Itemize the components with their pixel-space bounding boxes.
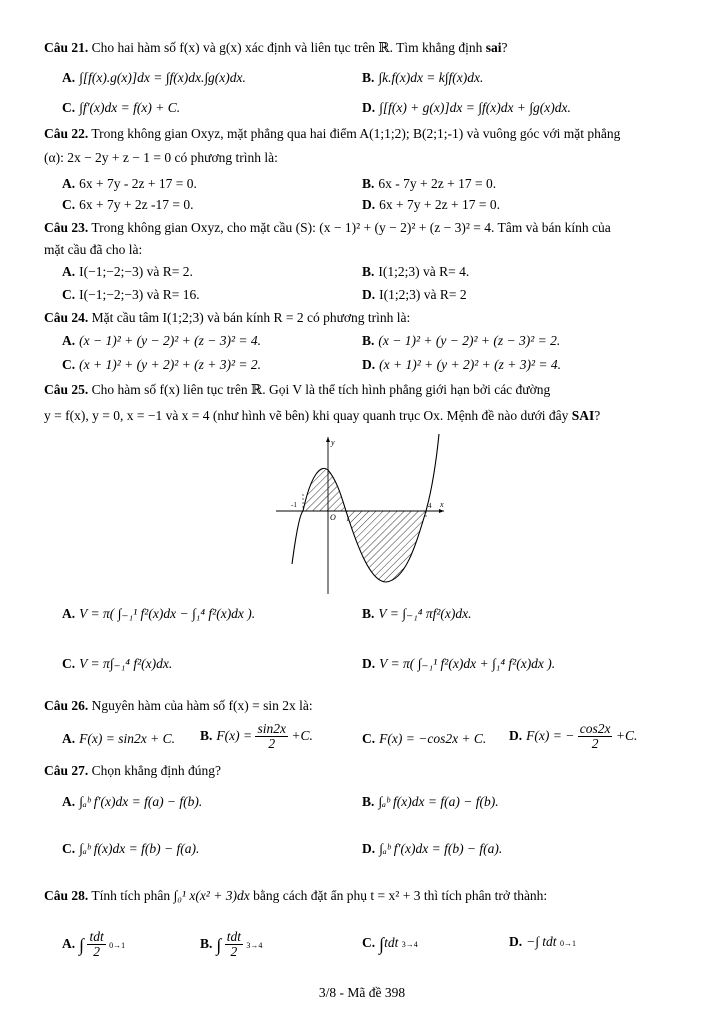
page-footer: 3/8 - Mã đề 398 bbox=[318, 985, 406, 1000]
question-28-option-d: D. −∫ tdt 0→1 bbox=[509, 934, 576, 949]
graph-label-x: x bbox=[440, 500, 444, 509]
question-26-stem: Câu 26. Nguyên hàm của hàm số f(x) = sin 2x là: bbox=[44, 698, 313, 713]
question-26-option-a: A. F(x) = sin2x + C. bbox=[62, 731, 175, 746]
question-26-option-c: C. F(x) = −cos2x + C. bbox=[362, 731, 487, 746]
limits-c: 3→4 bbox=[401, 940, 418, 949]
question-22-option-c: C. 6x + 7y + 2z -17 = 0. bbox=[62, 197, 194, 212]
question-24-option-c: C. (x + 1)² + (y + 2)² + (z + 3)² = 2. bbox=[62, 357, 262, 372]
limits-b: 3→4 bbox=[246, 940, 263, 950]
graph-label-4: 4 bbox=[428, 502, 432, 510]
question-25-option-a: A. V = π( ∫₋₁¹ f²(x)dx − ∫₁⁴ f²(x)dx ). bbox=[62, 606, 256, 621]
question-23-stem: Câu 23. Trong không gian Oxyz, cho mặt cầu (S): (x − 1)² + (y − 2)² + (z − 3)² = 4. Tâm và bán kính của bbox=[44, 220, 611, 235]
question-22-option-d: D. 6x + 7y + 2z + 17 = 0. bbox=[362, 197, 500, 212]
x-axis-arrow bbox=[439, 509, 444, 513]
question-21-option-a: A. ∫[f(x).g(x)]dx = ∫f(x)dx.∫g(x)dx. bbox=[62, 70, 246, 85]
question-25-stem-line2: y = f(x), y = 0, x = −1 và x = 4 (như hình vẽ bên) khi quay quanh trục Ox. Mệnh đề nào dưới đây SAI? bbox=[44, 408, 601, 423]
question-24-option-b: B. (x − 1)² + (y − 2)² + (z − 3)² = 2. bbox=[362, 333, 561, 348]
question-22-option-a: A. 6x + 7y - 2z + 17 = 0. bbox=[62, 176, 197, 191]
question-24-option-a: A. (x − 1)² + (y − 2)² + (z − 3)² = 4. bbox=[62, 333, 262, 348]
question-25-option-b: B. V = ∫₋₁⁴ πf²(x)dx. bbox=[362, 606, 472, 621]
function-graph bbox=[276, 434, 448, 594]
question-27-option-d: D. ∫ₐᵇ f′(x)dx = f(b) − f(a). bbox=[362, 841, 503, 856]
question-21-option-d: D. ∫[f(x) + g(x)]dx = ∫f(x)dx + ∫g(x)dx. bbox=[362, 100, 571, 115]
question-21-stem: Câu 21. Cho hai hàm số f(x) và g(x) xác định và liên tục trên ℝ. Tìm khẳng định sai? bbox=[44, 40, 508, 55]
question-27-option-b: B. ∫ₐᵇ f(x)dx = f(a) − f(b). bbox=[362, 794, 499, 809]
question-23-stem-line2: mặt cầu đã cho là: bbox=[44, 242, 143, 257]
question-23-option-d: D. I(1;2;3) và R= 2 bbox=[362, 287, 467, 302]
question-23-option-a: A. I(−1;−2;−3) và R= 2. bbox=[62, 264, 193, 279]
question-28-option-a: A. ∫ $\frac{\text{tdt}}{2}$ 0→1 bbox=[62, 929, 126, 960]
graph-label-origin: O bbox=[330, 513, 336, 522]
question-23-option-b: B. I(1;2;3) và R= 4. bbox=[362, 264, 470, 279]
question-28-option-c: C. ∫tdt 3→4 bbox=[362, 934, 418, 954]
question-28-stem: Câu 28. Tính tích phân ∫₀¹ x(x² + 3)dx bằng cách đặt ẩn phụ t = x² + 3 thì tích phân trở thành: bbox=[44, 888, 548, 903]
graph-label-minus-1: -1 bbox=[291, 501, 297, 509]
question-27-option-a: A. ∫ₐᵇ f′(x)dx = f(a) − f(b). bbox=[62, 794, 203, 809]
question-25-option-c: C. V = π∫₋₁⁴ f²(x)dx. bbox=[62, 656, 173, 671]
question-23-option-c: C. I(−1;−2;−3) và R= 16. bbox=[62, 287, 200, 302]
question-25-option-d: D. V = π( ∫₋₁¹ f²(x)dx + ∫₁⁴ f²(x)dx ). bbox=[362, 656, 556, 671]
limits-a: 0→1 bbox=[109, 940, 126, 950]
question-27-option-c: C. ∫ₐᵇ f(x)dx = f(b) − f(a). bbox=[62, 841, 200, 856]
question-28-option-b: B. ∫ $\frac{\text{tdt}}{2}$ 3→4 bbox=[200, 929, 263, 960]
question-26-option-d: D. F(x) = − $\frac{\cos 2x}{2}$ +C. bbox=[509, 721, 638, 752]
question-22-stem-line2: (α): 2x − 2y + z − 1 = 0 có phương trình là: bbox=[44, 150, 278, 165]
graph-label-1: 1 bbox=[346, 515, 350, 523]
question-22-option-b: B. 6x - 7y + 2z + 17 = 0. bbox=[362, 176, 497, 191]
question-24-option-d: D. (x + 1)² + (y + 2)² + (z + 3)² = 4. bbox=[362, 357, 562, 372]
graph-label-y: y bbox=[331, 438, 335, 447]
question-27-stem: Câu 27. Chọn khẳng định đúng? bbox=[44, 763, 222, 778]
question-26-option-b: B. F(x) = $\frac{\sin 2x}{2}$ +C. bbox=[200, 721, 313, 752]
question-24-stem: Câu 24. Mặt cầu tâm I(1;2;3) và bán kính R = 2 có phương trình là: bbox=[44, 310, 411, 325]
y-axis-arrow bbox=[326, 437, 330, 442]
question-21-option-b: B. ∫k.f(x)dx = k∫f(x)dx. bbox=[362, 70, 484, 85]
question-22-stem: Câu 22. Trong không gian Oxyz, mặt phẳng qua hai điểm A(1;1;2); B(2;1;-1) và vuông góc với mặt phẳng bbox=[44, 126, 621, 141]
shaded-region-left bbox=[303, 468, 346, 511]
limits-d: 0→1 bbox=[559, 939, 576, 948]
question-21-option-c: C. ∫f′(x)dx = f(x) + C. bbox=[62, 100, 181, 115]
question-25-stem: Câu 25. Cho hàm số f(x) liên tục trên ℝ. Gọi V là thể tích hình phẳng giới hạn bởi các đường bbox=[44, 382, 551, 397]
